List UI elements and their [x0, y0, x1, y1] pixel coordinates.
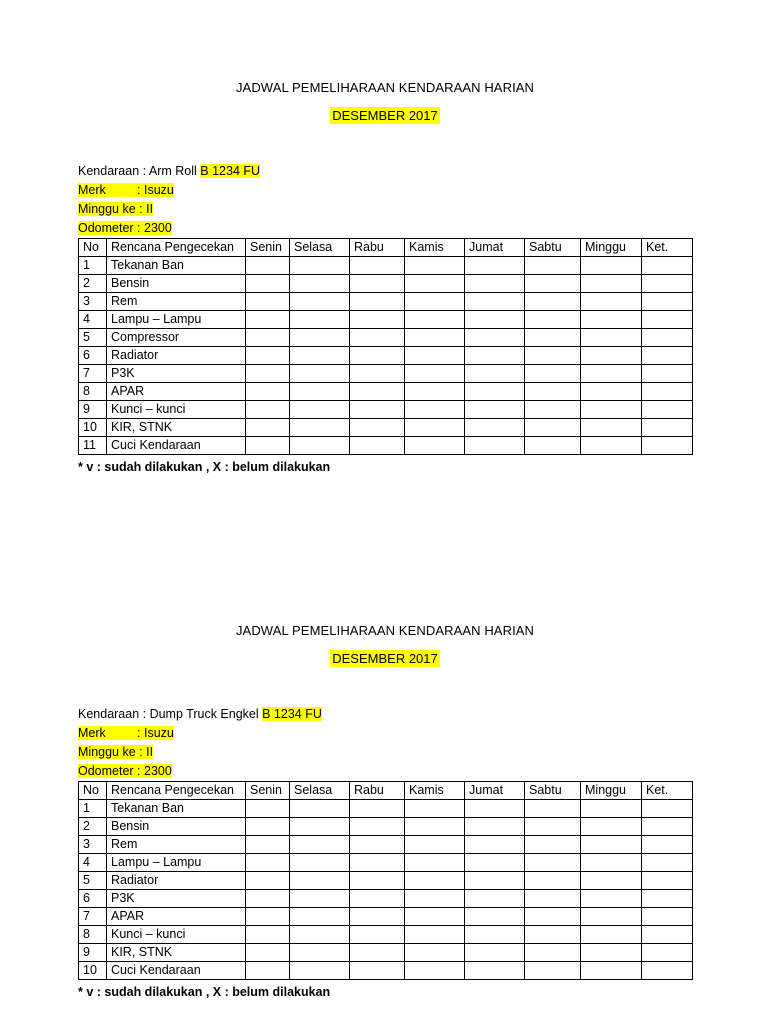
check-cell[interactable]: [290, 854, 350, 872]
check-cell[interactable]: [350, 890, 405, 908]
check-cell[interactable]: [465, 800, 525, 818]
check-cell[interactable]: [246, 401, 290, 419]
check-cell[interactable]: [405, 257, 465, 275]
check-cell[interactable]: [350, 944, 405, 962]
table-row: [79, 800, 693, 818]
check-cell[interactable]: [246, 926, 290, 944]
check-cell[interactable]: [465, 329, 525, 347]
table-row: [79, 872, 693, 890]
vehicle-label: Kendaraan : Dump Truck Engkel: [78, 707, 263, 721]
check-cell[interactable]: [581, 908, 642, 926]
table-row: [79, 275, 693, 293]
check-cell[interactable]: [465, 908, 525, 926]
odometer-value: Odometer : 2300: [78, 221, 172, 235]
plate-number: B 1234 FU: [200, 164, 261, 178]
check-cell[interactable]: [290, 401, 350, 419]
check-item: Rem: [107, 293, 246, 311]
check-cell[interactable]: [465, 365, 525, 383]
table-row: [79, 836, 693, 854]
check-item: Radiator: [107, 872, 246, 890]
vehicle-info: [78, 162, 260, 238]
column-header: Sabtu: [525, 239, 581, 257]
check-cell[interactable]: [642, 926, 693, 944]
check-cell[interactable]: [350, 962, 405, 980]
check-cell[interactable]: [405, 800, 465, 818]
merk-line: [78, 724, 322, 743]
check-cell[interactable]: [246, 311, 290, 329]
check-cell[interactable]: [350, 401, 405, 419]
check-cell[interactable]: [525, 419, 581, 437]
check-cell[interactable]: [246, 437, 290, 455]
column-header: Kamis: [405, 782, 465, 800]
check-cell[interactable]: [581, 962, 642, 980]
inspection-table: [78, 781, 693, 980]
check-cell[interactable]: [581, 926, 642, 944]
check-item: Bensin: [107, 818, 246, 836]
column-header: Rencana Pengecekan: [107, 782, 246, 800]
row-number: 9: [79, 401, 107, 419]
check-cell[interactable]: [465, 401, 525, 419]
check-cell[interactable]: [525, 836, 581, 854]
check-cell[interactable]: [290, 818, 350, 836]
column-header: Selasa: [290, 782, 350, 800]
check-cell[interactable]: [405, 962, 465, 980]
check-cell[interactable]: [465, 944, 525, 962]
month-label: [78, 108, 692, 123]
check-item: KIR, STNK: [107, 944, 246, 962]
check-cell[interactable]: [642, 836, 693, 854]
check-cell[interactable]: [642, 908, 693, 926]
table-row: [79, 890, 693, 908]
check-cell[interactable]: [350, 275, 405, 293]
month-label: [78, 651, 692, 666]
check-cell[interactable]: [525, 800, 581, 818]
check-cell[interactable]: [642, 257, 693, 275]
check-cell[interactable]: [525, 872, 581, 890]
row-number: 1: [79, 257, 107, 275]
check-cell[interactable]: [642, 401, 693, 419]
check-cell[interactable]: [465, 257, 525, 275]
check-cell[interactable]: [405, 872, 465, 890]
check-cell[interactable]: [246, 329, 290, 347]
check-cell[interactable]: [581, 401, 642, 419]
check-cell[interactable]: [246, 800, 290, 818]
check-cell[interactable]: [350, 818, 405, 836]
check-cell[interactable]: [290, 437, 350, 455]
check-cell[interactable]: [525, 818, 581, 836]
row-number: 4: [79, 854, 107, 872]
check-cell[interactable]: [290, 926, 350, 944]
check-cell[interactable]: [405, 365, 465, 383]
check-item: KIR, STNK: [107, 419, 246, 437]
check-cell[interactable]: [350, 293, 405, 311]
check-cell[interactable]: [465, 311, 525, 329]
check-cell[interactable]: [290, 311, 350, 329]
column-header: Rencana Pengecekan: [107, 239, 246, 257]
check-cell[interactable]: [246, 275, 290, 293]
check-cell[interactable]: [405, 329, 465, 347]
document-title: JADWAL PEMELIHARAAN KENDARAAN HARIAN: [235, 623, 535, 638]
table-row: [79, 347, 693, 365]
check-cell[interactable]: [525, 293, 581, 311]
check-cell[interactable]: [246, 890, 290, 908]
check-cell[interactable]: [465, 383, 525, 401]
check-item: Tekanan Ban: [107, 257, 246, 275]
check-item: APAR: [107, 383, 246, 401]
check-cell[interactable]: [290, 293, 350, 311]
table-row: [79, 311, 693, 329]
check-cell[interactable]: [405, 836, 465, 854]
check-cell[interactable]: [246, 836, 290, 854]
table-row: [79, 329, 693, 347]
check-cell[interactable]: [465, 836, 525, 854]
check-cell[interactable]: [350, 419, 405, 437]
check-cell[interactable]: [405, 437, 465, 455]
check-cell[interactable]: [290, 908, 350, 926]
check-cell[interactable]: [246, 257, 290, 275]
check-item: Bensin: [107, 275, 246, 293]
table-row: [79, 818, 693, 836]
column-header: Ket.: [642, 239, 693, 257]
check-cell[interactable]: [642, 329, 693, 347]
check-cell[interactable]: [246, 854, 290, 872]
check-cell[interactable]: [350, 926, 405, 944]
schedule-section-2: [78, 621, 692, 1021]
check-cell[interactable]: [525, 944, 581, 962]
check-cell[interactable]: [290, 890, 350, 908]
legend-note: * v : sudah dilakukan , X : belum dilakukan: [78, 985, 331, 999]
check-cell[interactable]: [465, 275, 525, 293]
check-cell[interactable]: [405, 944, 465, 962]
check-cell[interactable]: [465, 818, 525, 836]
check-cell[interactable]: [525, 437, 581, 455]
check-cell[interactable]: [465, 962, 525, 980]
check-cell[interactable]: [290, 944, 350, 962]
column-header: Senin: [246, 239, 290, 257]
check-item: Tekanan Ban: [107, 800, 246, 818]
check-cell[interactable]: [642, 383, 693, 401]
row-number: 7: [79, 908, 107, 926]
check-cell[interactable]: [465, 926, 525, 944]
column-header: Kamis: [405, 239, 465, 257]
check-cell[interactable]: [350, 854, 405, 872]
table-row: [79, 293, 693, 311]
check-cell[interactable]: [246, 365, 290, 383]
check-cell[interactable]: [405, 383, 465, 401]
week-line: [78, 200, 260, 219]
check-cell[interactable]: [246, 962, 290, 980]
check-cell[interactable]: [350, 908, 405, 926]
check-cell[interactable]: [465, 293, 525, 311]
check-cell[interactable]: [465, 419, 525, 437]
check-cell[interactable]: [290, 800, 350, 818]
row-number: 8: [79, 926, 107, 944]
check-cell[interactable]: [642, 365, 693, 383]
check-cell[interactable]: [581, 275, 642, 293]
check-cell[interactable]: [290, 383, 350, 401]
check-cell[interactable]: [246, 347, 290, 365]
column-header: Minggu: [581, 782, 642, 800]
check-cell[interactable]: [581, 419, 642, 437]
check-cell[interactable]: [581, 437, 642, 455]
table-row: [79, 962, 693, 980]
check-cell[interactable]: [465, 854, 525, 872]
column-header: Sabtu: [525, 782, 581, 800]
vehicle-info: [78, 705, 322, 781]
check-item: Kunci – kunci: [107, 401, 246, 419]
check-cell[interactable]: [465, 872, 525, 890]
table-row: [79, 419, 693, 437]
check-item: Lampu – Lampu: [107, 854, 246, 872]
inspection-table: [78, 238, 693, 455]
check-cell[interactable]: [246, 383, 290, 401]
check-cell[interactable]: [581, 383, 642, 401]
column-header: No: [79, 239, 107, 257]
plate-number: B 1234 FU: [262, 707, 322, 721]
check-cell[interactable]: [525, 257, 581, 275]
row-number: 9: [79, 944, 107, 962]
column-header: Ket.: [642, 782, 693, 800]
vehicle-name-line: [78, 162, 260, 181]
check-cell[interactable]: [405, 275, 465, 293]
check-item: Rem: [107, 836, 246, 854]
check-cell[interactable]: [405, 347, 465, 365]
column-header: No: [79, 782, 107, 800]
check-cell[interactable]: [642, 275, 693, 293]
column-header: Rabu: [350, 782, 405, 800]
check-cell[interactable]: [350, 383, 405, 401]
column-header: Minggu: [581, 239, 642, 257]
check-cell[interactable]: [642, 347, 693, 365]
month-highlight: DESEMBER 2017: [332, 651, 438, 666]
odometer-line: [78, 762, 322, 781]
check-item: P3K: [107, 365, 246, 383]
check-cell[interactable]: [246, 818, 290, 836]
check-cell[interactable]: [581, 365, 642, 383]
check-cell[interactable]: [246, 293, 290, 311]
check-cell[interactable]: [290, 329, 350, 347]
check-cell[interactable]: [405, 890, 465, 908]
check-cell[interactable]: [525, 401, 581, 419]
check-cell[interactable]: [581, 890, 642, 908]
check-cell[interactable]: [642, 800, 693, 818]
row-number: 5: [79, 872, 107, 890]
check-cell[interactable]: [525, 365, 581, 383]
check-cell[interactable]: [525, 890, 581, 908]
check-cell[interactable]: [581, 800, 642, 818]
check-cell[interactable]: [581, 293, 642, 311]
check-cell[interactable]: [350, 437, 405, 455]
check-cell[interactable]: [525, 275, 581, 293]
table-row: [79, 944, 693, 962]
check-cell[interactable]: [525, 383, 581, 401]
row-number: 11: [79, 437, 107, 455]
check-cell[interactable]: [581, 872, 642, 890]
check-cell[interactable]: [525, 854, 581, 872]
check-cell[interactable]: [290, 836, 350, 854]
vehicle-name-line: [78, 705, 322, 724]
check-cell[interactable]: [405, 401, 465, 419]
check-cell[interactable]: [405, 293, 465, 311]
row-number: 5: [79, 329, 107, 347]
schedule-section-1: [78, 78, 692, 478]
check-item: Cuci Kendaraan: [107, 437, 246, 455]
check-cell[interactable]: [405, 818, 465, 836]
check-cell[interactable]: [642, 872, 693, 890]
check-cell[interactable]: [581, 347, 642, 365]
row-number: 3: [79, 836, 107, 854]
check-item: Compressor: [107, 329, 246, 347]
check-cell[interactable]: [525, 311, 581, 329]
vehicle-label: Kendaraan : Arm Roll: [78, 164, 201, 178]
week-value: Minggu ke : II: [78, 745, 154, 759]
merk-value: Merk : Isuzu: [78, 183, 174, 197]
check-item: Radiator: [107, 347, 246, 365]
check-cell[interactable]: [642, 293, 693, 311]
check-item: Lampu – Lampu: [107, 311, 246, 329]
check-cell[interactable]: [581, 836, 642, 854]
table-row: [79, 926, 693, 944]
row-number: 10: [79, 962, 107, 980]
check-cell[interactable]: [581, 854, 642, 872]
row-number: 2: [79, 818, 107, 836]
check-cell[interactable]: [290, 257, 350, 275]
check-cell[interactable]: [581, 818, 642, 836]
row-number: 2: [79, 275, 107, 293]
check-cell[interactable]: [246, 908, 290, 926]
check-cell[interactable]: [350, 365, 405, 383]
check-cell[interactable]: [465, 890, 525, 908]
table-header-row: [79, 782, 693, 800]
odometer-line: [78, 219, 260, 238]
check-cell[interactable]: [525, 908, 581, 926]
check-cell[interactable]: [405, 854, 465, 872]
check-cell[interactable]: [290, 962, 350, 980]
check-item: Cuci Kendaraan: [107, 962, 246, 980]
check-cell[interactable]: [525, 329, 581, 347]
check-item: P3K: [107, 890, 246, 908]
row-number: 10: [79, 419, 107, 437]
column-header: Jumat: [465, 782, 525, 800]
check-cell[interactable]: [642, 962, 693, 980]
check-cell[interactable]: [525, 926, 581, 944]
check-cell[interactable]: [405, 908, 465, 926]
legend-note: * v : sudah dilakukan , X : belum dilakukan: [78, 460, 331, 474]
check-cell[interactable]: [642, 944, 693, 962]
row-number: 8: [79, 383, 107, 401]
check-cell[interactable]: [350, 836, 405, 854]
check-cell[interactable]: [350, 311, 405, 329]
row-number: 6: [79, 347, 107, 365]
column-header: Jumat: [465, 239, 525, 257]
odometer-value: Odometer : 2300: [78, 764, 172, 778]
check-cell[interactable]: [290, 365, 350, 383]
row-number: 3: [79, 293, 107, 311]
check-cell[interactable]: [350, 800, 405, 818]
check-cell[interactable]: [350, 347, 405, 365]
row-number: 6: [79, 890, 107, 908]
check-cell[interactable]: [290, 347, 350, 365]
table-row: [79, 383, 693, 401]
check-item: APAR: [107, 908, 246, 926]
check-item: Kunci – kunci: [107, 926, 246, 944]
check-cell[interactable]: [642, 890, 693, 908]
check-cell[interactable]: [350, 329, 405, 347]
table-row: [79, 908, 693, 926]
merk-line: [78, 181, 260, 200]
check-cell[interactable]: [642, 311, 693, 329]
check-cell[interactable]: [350, 872, 405, 890]
check-cell[interactable]: [642, 419, 693, 437]
week-value: Minggu ke : II: [78, 202, 154, 216]
check-cell[interactable]: [290, 419, 350, 437]
column-header: Senin: [246, 782, 290, 800]
check-cell[interactable]: [246, 872, 290, 890]
check-cell[interactable]: [405, 926, 465, 944]
check-cell[interactable]: [581, 257, 642, 275]
table-row: [79, 365, 693, 383]
check-cell[interactable]: [405, 419, 465, 437]
week-line: [78, 743, 322, 762]
column-header: Selasa: [290, 239, 350, 257]
check-cell[interactable]: [581, 311, 642, 329]
row-number: 4: [79, 311, 107, 329]
check-cell[interactable]: [642, 854, 693, 872]
check-cell[interactable]: [290, 872, 350, 890]
check-cell[interactable]: [465, 437, 525, 455]
check-cell[interactable]: [581, 944, 642, 962]
check-cell[interactable]: [246, 944, 290, 962]
row-number: 1: [79, 800, 107, 818]
check-cell[interactable]: [350, 257, 405, 275]
table-row: [79, 257, 693, 275]
month-highlight: DESEMBER 2017: [332, 108, 438, 123]
check-cell[interactable]: [581, 329, 642, 347]
check-cell[interactable]: [405, 311, 465, 329]
check-cell[interactable]: [525, 347, 581, 365]
check-cell[interactable]: [290, 275, 350, 293]
check-cell[interactable]: [642, 818, 693, 836]
check-cell[interactable]: [246, 419, 290, 437]
table-row: [79, 437, 693, 455]
merk-value: Merk : Isuzu: [78, 726, 174, 740]
check-cell[interactable]: [525, 962, 581, 980]
document-title: JADWAL PEMELIHARAAN KENDARAAN HARIAN: [235, 80, 535, 95]
column-header: Rabu: [350, 239, 405, 257]
table-row: [79, 401, 693, 419]
row-number: 7: [79, 365, 107, 383]
table-header-row: [79, 239, 693, 257]
check-cell[interactable]: [642, 437, 693, 455]
table-row: [79, 854, 693, 872]
check-cell[interactable]: [465, 347, 525, 365]
